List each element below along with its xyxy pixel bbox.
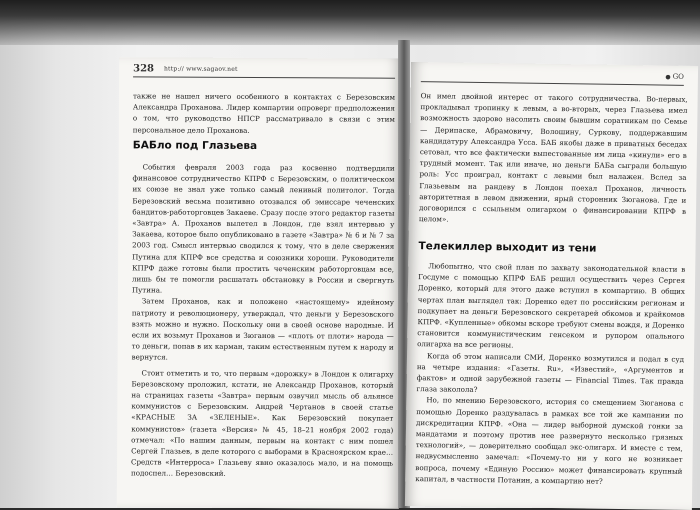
intro-paragraph: также не нашел ничего особенного в контактах с Березовским Александра Проханова. Лидер компартии опроверг предположения о том, что руководство НПСР рассматривало в связи с этим персональное дело Проханова.: [132, 91, 395, 135]
section-heading: БАБло под Глазьева: [132, 139, 258, 152]
left-running-head: [133, 61, 391, 76]
bullet-icon: ●: [665, 73, 671, 81]
section-heading: Телекиллер выходит из тени: [418, 240, 597, 255]
body-paragraph: Стоит отметить и то, что первым «дорожку» в Лондон к олигарху Березовскому проложил, кстати, не Александр Проханов, который на страницах газеты «Завтра» первым озвучил мысль об альянсе коммунистов с Березовским. Андрей Чертанов в своей статье «КРАСНЫЕ ЗА «ЗЕЛЕНЫЕ». Как Березовский покупает коммунистов» (газета «Версия» № 45, 18–21 ноября 2002 года) отмечал: «По нашим данным, первым на контакт с ним пошел Сергей Глазьев, в деле которого с выборами в Красноярском крае… Средств «Интерроса» Глазьеву явно оказалось мало, и на помощь подоспел… Березовский.: [130, 368, 394, 479]
body-paragraph: Он имел двойной интерес от такого сотрудничества. Во-первых, прокладывал тропинку к левым, а во-вторых, через Глазьева имел возможность здорово насолить своим бывшим соратникам по Семье — Дерипаске, Абрамовичу, Волошину, Суркову, поддержавшим кандидатуру Александра Усса. БАБ якобы даже в приватных беседах сетовал, что все фактически выпестованные им лица «кинули» его в трудный момент. Так или иначе, но деньги БАБа сыграли большую роль: Усс проиграл, контакт с левыми был налажен. Вслед за Глазьевым на рандеву в Лондон поехал Проханов, личность авторитетная в левом движении, ярый сторонник Зюганова. Где и договорился с ссыльным олигархом о финансировании КПРФ в целом».: [418, 91, 688, 224]
body-paragraph: Затем Проханов, как и положено «настоящему» идейному патриоту и революционеру, утверждал, что деньги у Березовского взять можно и нужно. Поскольку они в своей основе народные. И если их возьмут Проханов и Зюганов — «плоть от плоти» народа — то деньги, попав в их карман, таким естественным путем к народу и вернутся.: [131, 296, 394, 362]
left-body: [131, 161, 395, 480]
right-top-body: [419, 90, 688, 228]
body-paragraph: Любопытно, что свой план по захвату законодательной власти в Госдуме с помощью КПРФ БАБ решил осуществить через Сергея Доренко, который для этого даже вступил в компартию. В общих чертах план выглядел так: Доренко едет по российским регионам и подкупает на деньги Березовского секретарей обкомов и крайкомов КПРФ. «Купленные» обкомы вскоре требуют смены вождя, и Доренко становится коммунистическим генсеком и рупором опального олигарха на все регионы.: [417, 261, 686, 350]
body-paragraph: Когда об этом написали СМИ, Доренко возмутился и подал в суд на четыре издания: «Газеты. Ru», «Известий», «Аргументов и фактов» и одной зарубежной газеты — Financial Times. Так правда глаза заколола?: [416, 350, 685, 395]
body-paragraph: Но, по мнению Березовского, история со смещением Зюганова с помощью Доренко раздувалась в рамках все той же кампании по дискредитации КПРФ. «Она — лидер выборной думской гонки за мандатами и поэтому против нее развернуто несколько грязных технологий», — доверительно сообщал экс-олигарх. И вместе с тем, недвусмысленно замечал: «Почему-то ни у кого не возникает вопроса, почему «Единую Россию» может финансировать крупный капитал, в частности Потанин, а компартию нет?: [415, 395, 684, 486]
right-bottom-body: [415, 260, 685, 488]
site-url: http:// www.sagaov.net: [163, 64, 238, 73]
running-head-right: ● GO: [665, 72, 684, 81]
page-number: 328: [133, 62, 155, 74]
header-rule: [133, 76, 395, 78]
body-paragraph: События февраля 2003 года раз косвенно подтвердили финансовое сотрудничество КПРФ с Березовским, о политическом их союзе не знал уже только самый ленивый политолог. Тогда Березовский весьма позитивно отозвался об эмиссаре чеченских бандитов-работорговцев Закаеве. Сразу после этого редактор газеты «Завтра» А. Проханов вылетел в Лондон, где взял интервью у Закаева, которое было опубликовано в газете «Завтра» № 6 и № 7 за 2003 год. Смысл интервью сводился к тому, что в деле свержения Путина для КПРФ все средства и союзники хороши. Руководители КПРФ даже готовы были простить чеченским работорговцам все, лишь бы те помогли расшатать обстановку в России и свергнуть Путина.: [131, 162, 395, 295]
intro-block: [133, 90, 395, 136]
right-page: [405, 62, 698, 510]
left-page: [117, 57, 401, 508]
scan-top-shadow: [0, 0, 700, 45]
